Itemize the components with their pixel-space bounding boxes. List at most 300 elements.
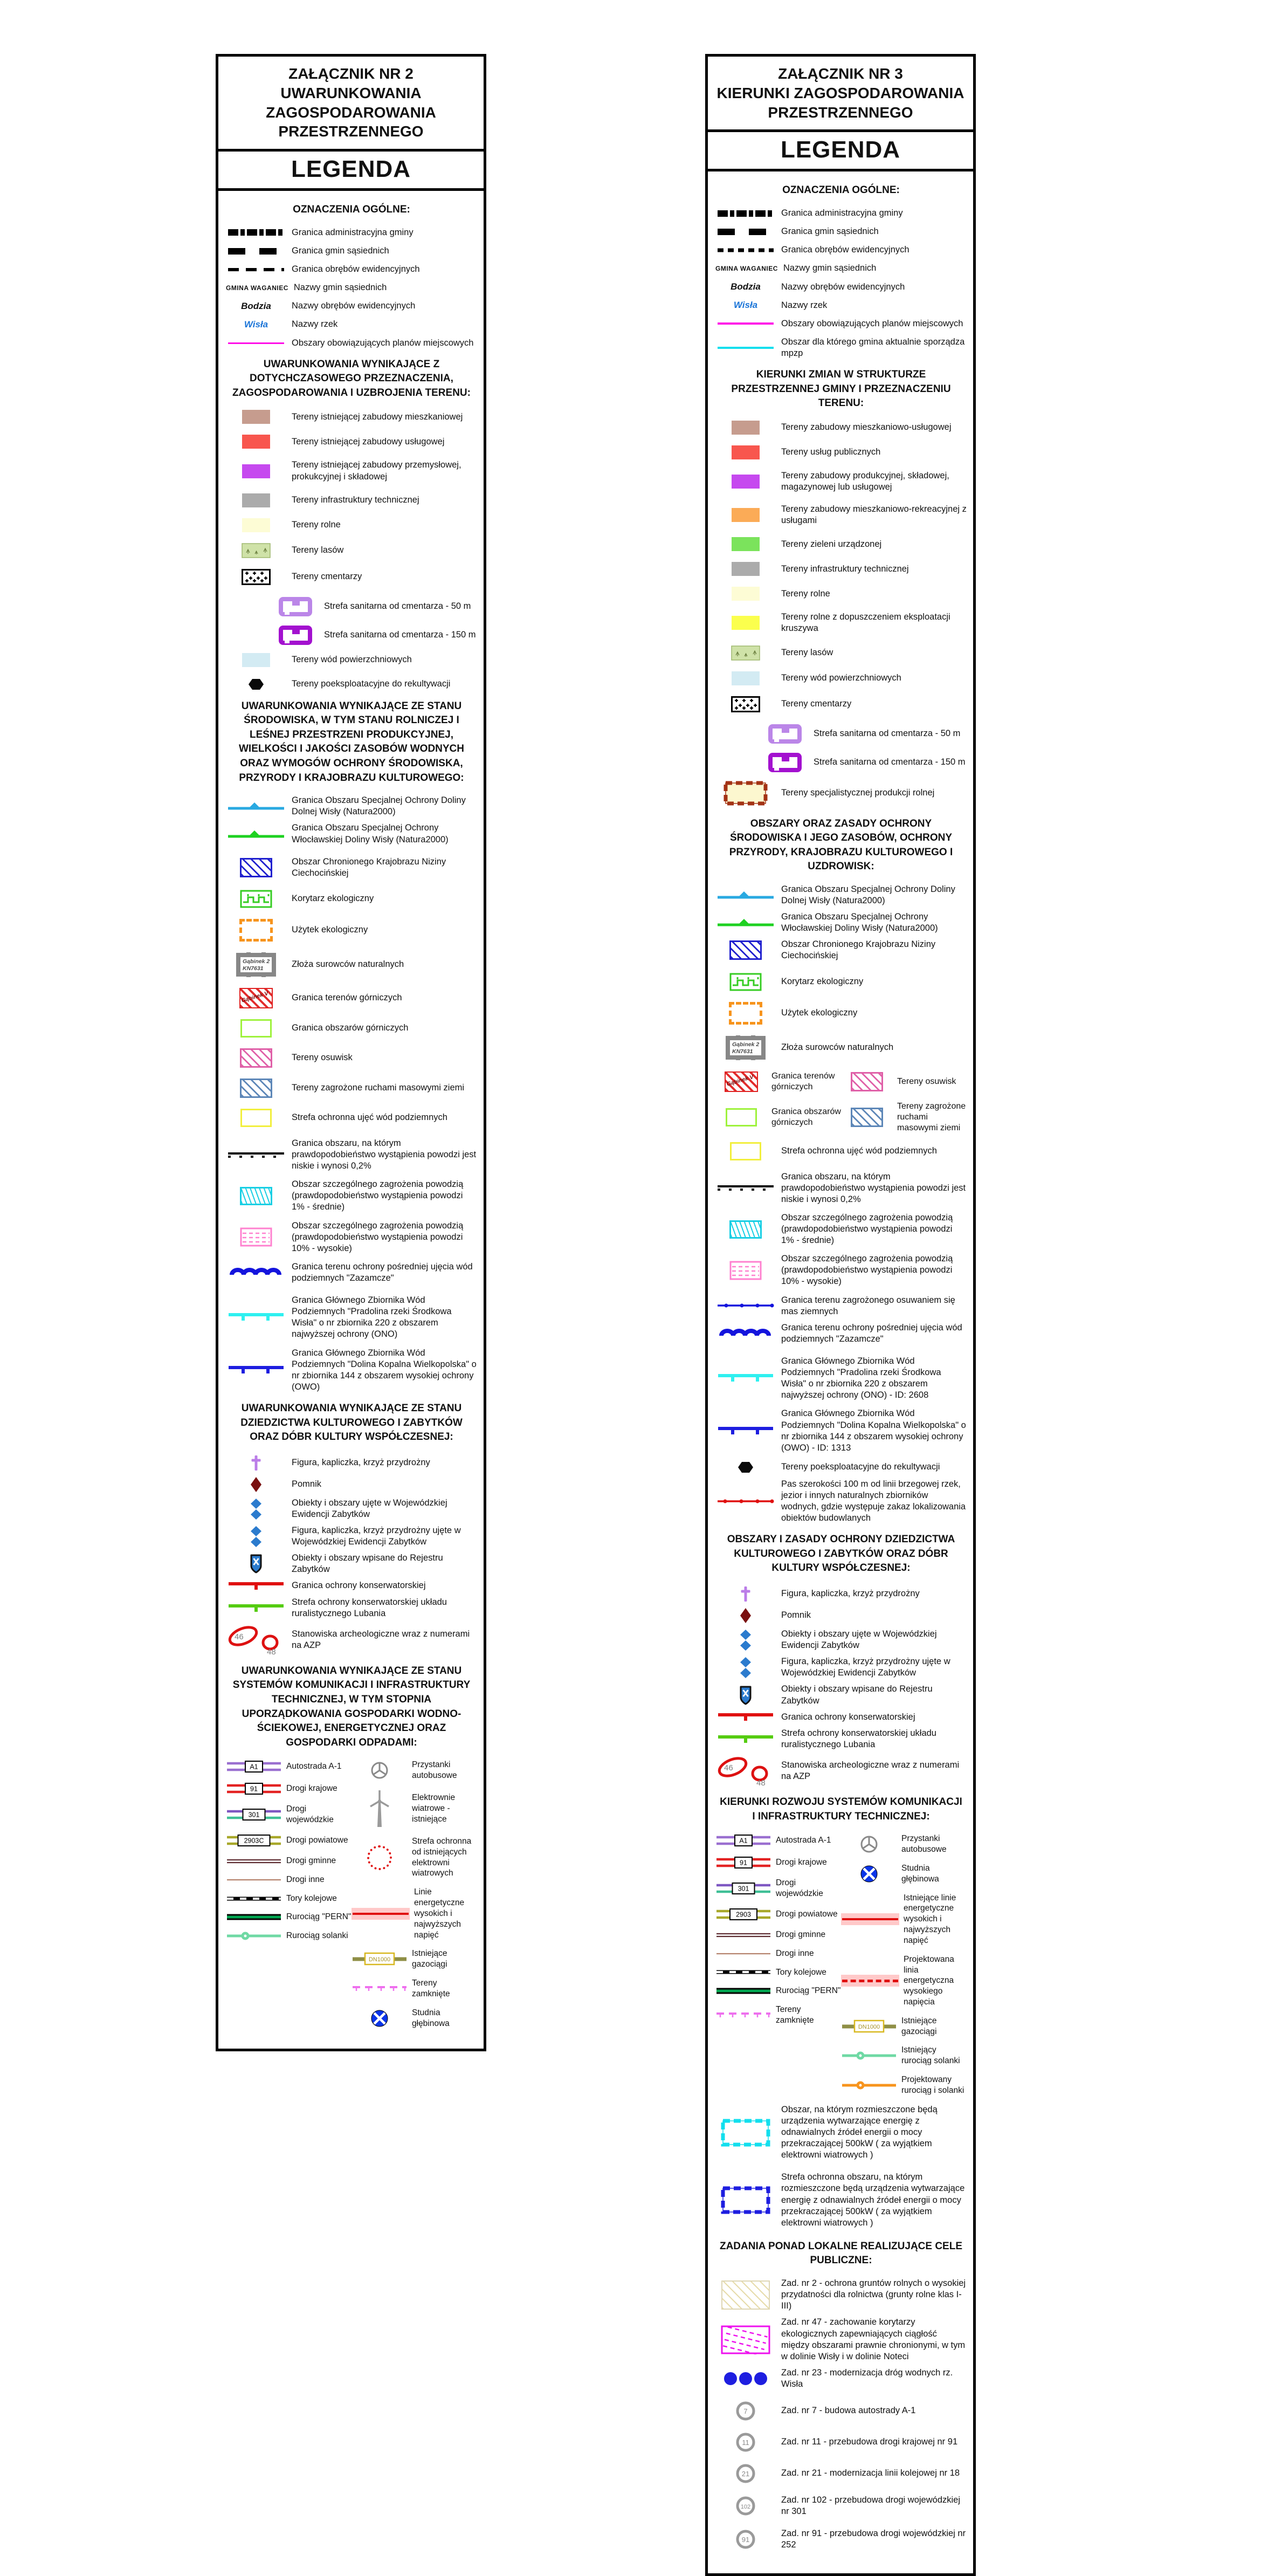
legend-item	[226, 856, 477, 879]
heritage-evidence-icon	[715, 1629, 776, 1651]
bus-stop-icon	[841, 1835, 897, 1854]
legend-item	[715, 2401, 967, 2421]
legend-item-label: Granica gmin sąsiednich	[781, 226, 879, 237]
mining-box-icon: Gąbinek V	[715, 1071, 767, 1092]
legend-item-label: Strefa ochrony konserwatorskiej układu ruralistycznego Lubania	[781, 1728, 936, 1749]
panel-title-line: ZAŁĄCZNIK NR 3	[778, 65, 903, 82]
river-name-text: Wisła	[244, 319, 268, 329]
legend-item-label: Granica ochrony konserwatorskiej	[781, 1712, 915, 1722]
panel-title-line: PRZESTRZENNEGO	[278, 123, 424, 140]
legend-item-label: Tereny zamknięte	[776, 2005, 814, 2025]
legend-item-label: Strefa ochronna ujęć wód podziemnych	[781, 1145, 937, 1156]
legend-item	[226, 410, 477, 424]
panel-title	[218, 57, 484, 152]
legend-item	[226, 1079, 477, 1098]
gzwp-line-icon	[226, 1312, 286, 1323]
legend-item	[226, 1220, 477, 1254]
river-name-text: Wisła	[733, 300, 758, 311]
swatch-icon	[715, 508, 776, 522]
legend-item	[715, 2463, 967, 2484]
swatch-icon	[226, 410, 286, 424]
gzwp-line-icon	[226, 1365, 286, 1376]
legend-item-label: Granica Obszaru Specjalnej Ochrony Doliny Dolnej Wisły (Natura2000)	[292, 795, 466, 817]
legend-item	[226, 1109, 477, 1127]
zad47-hatch-icon	[715, 2325, 776, 2354]
legend-item-label: Granica terenów górniczych	[771, 1071, 835, 1091]
legend-section	[715, 368, 967, 806]
legend-item	[715, 1967, 841, 1978]
legend-item	[715, 1107, 841, 1128]
legend-section	[226, 203, 477, 348]
wayside-cross-icon	[226, 1454, 286, 1472]
swatch-icon	[715, 421, 776, 435]
legend-item-label: Granica obszaru, na którym prawdopodobieństwo wystąpienia powodzi jest niskie i wynosi 0,2%	[781, 1171, 966, 1204]
legend-section	[226, 1402, 477, 1655]
legend-item-label: Obszar Chronionego Krajobrazu Niziny Ciechocińskiej	[781, 939, 936, 961]
legend-item	[226, 543, 477, 558]
legend-item	[226, 1019, 477, 1038]
section-heading: OBSZARY ORAZ ZASADY OCHRONY ŚRODOWISKA I JEGO ZASOBÓW, OCHRONY PRZYRODY, KRAJOBRAZU KULTUROWEGO I UZDROWISK:	[729, 818, 953, 873]
legend-item	[715, 1728, 967, 1750]
legend-item-label: Zad. nr 102 - przebudowa drogi wojewódzkiej nr 301	[781, 2495, 961, 2517]
legend-item-label: Drogi inne	[776, 1948, 814, 1958]
legend-item-label: Strefa sanitarna od cmentarza - 150 m	[814, 757, 966, 767]
gmina-name-text: GMINA WAGANIEC	[226, 284, 288, 292]
outline-box-icon	[226, 1019, 286, 1038]
attachment-panel-zalacznik-3	[705, 54, 976, 2576]
cemetery-swatch-icon	[715, 696, 776, 712]
legend-item	[352, 2008, 477, 2029]
marker-line-icon	[226, 1931, 282, 1941]
section-heading: KIERUNKI ZMIAN W STRUKTURZE PRZESTRZENNEJ GMINY I PRZEZNACZENIU TERENU:	[731, 369, 951, 409]
thin-line-icon	[715, 1952, 771, 1955]
legend-item	[226, 952, 477, 977]
legend-item-label: Granica Obszaru Specjalnej Ochrony Włocławskiej Doliny Wisły (Natura2000)	[292, 823, 449, 844]
legend-item	[715, 1948, 841, 1959]
swatch-icon	[715, 537, 776, 551]
legend-item-label: Tereny cmentarzy	[781, 698, 852, 709]
legend-item-label: Rurociąg "PERN"	[286, 1912, 352, 1922]
swatch-icon	[715, 671, 776, 685]
legend-item-label: Granica administracyjna gminy	[292, 227, 414, 237]
legend-item	[226, 1580, 477, 1591]
legend-item-label: Granica obszarów górniczych	[292, 1023, 409, 1033]
legend-item-label: Tereny infrastruktury technicznej	[292, 495, 419, 505]
legend-item	[715, 1295, 967, 1317]
obreb-name-text: Bodzia	[731, 281, 761, 292]
legend-section	[715, 817, 967, 1524]
legend-item-label: Drogi inne	[286, 1874, 325, 1884]
gas-line-icon	[841, 2019, 897, 2034]
legend-item-label: Rurociąg solanki	[286, 1931, 348, 1941]
legend-item	[226, 264, 477, 275]
flood1-box-icon	[226, 1187, 286, 1205]
swatch-icon	[715, 587, 776, 601]
legend-section	[226, 1664, 477, 2037]
legend-item	[226, 1833, 352, 1847]
svg-text:7: 7	[743, 2407, 748, 2416]
legend-item-label: Figura, kapliczka, krzyż przydrożny ujęte w Wojewódzkiej Ewidencji Zabytków	[781, 1657, 950, 1678]
section-heading: OZNACZENIA OGÓLNE:	[293, 204, 410, 216]
neighbor-boundary-icon	[715, 228, 776, 236]
legend-section	[715, 2240, 967, 2551]
heritage-evidence-icon	[715, 1657, 776, 1678]
legend-item-label: Tory kolejowe	[776, 1967, 826, 1977]
hatch-box-icon	[715, 940, 776, 960]
legend-item	[715, 1253, 967, 1287]
legend-item	[715, 645, 967, 661]
legend-item	[226, 1553, 477, 1575]
legend-item	[226, 795, 477, 818]
legend-item	[841, 2016, 967, 2037]
road-icon	[715, 1856, 771, 1870]
mining-box-icon: Gąbinek V	[226, 988, 286, 1008]
legend-item	[715, 421, 967, 435]
legend-item-label: Obiekty i obszary wpisane do Rejestru Zabytków	[292, 1553, 443, 1575]
bus-stop-icon	[352, 1761, 408, 1780]
legend-item	[226, 300, 477, 312]
legend-item-label: Pas szerokości 100 m od linii brzegowej rzek, jezior i innych naturalnych zbiorników wodnych, gdzie występuje zakaz lokalizowania obiektów budowlanych	[781, 1479, 966, 1523]
svg-text:102: 102	[740, 2504, 751, 2511]
legend-item-label: Granica obrębów ewidencyjnych	[781, 245, 909, 255]
legend-item	[226, 1597, 477, 1619]
meander-box-icon	[715, 973, 776, 991]
svg-text:DN1000: DN1000	[858, 2023, 880, 2030]
legend-item	[226, 1454, 477, 1472]
legend-item	[226, 1348, 477, 1393]
legend-item-label: Strefa sanitarna od cmentarza - 50 m	[814, 728, 961, 738]
deposit-box-icon	[715, 1035, 776, 1060]
legend-item-label: Drogi gminne	[776, 1929, 826, 1939]
legend-item-label: Granica Głównego Zbiornika Wód Podziemnych "Pradolina rzeki Środkowa Wisła" o nr zbiornika 220 z obszarem najwyższej ochrony (ONO)	[292, 1295, 452, 1339]
plan-line-icon	[226, 342, 286, 344]
section-heading: OZNACZENIA OGÓLNE:	[782, 184, 900, 196]
legend-item-label: Tereny zabudowy produkcyjnej, składowej, magazynowej lub usługowej	[781, 470, 949, 492]
zad2-hatch-icon	[715, 2280, 776, 2310]
legend-item-label: Zad. nr 7 - budowa autostrady A-1	[781, 2406, 916, 2416]
legend-item-label: Nazwy rzek	[292, 319, 338, 329]
legend-section	[226, 699, 477, 1393]
legend-item-label: Zad. nr 11 - przebudowa drogi krajowej nr 91	[781, 2437, 958, 2447]
legend-item	[226, 1856, 352, 1866]
swatch-icon	[715, 562, 776, 576]
closed-area-icon	[352, 1985, 408, 1993]
legend-item-label: Granica obszarów górniczych	[771, 1107, 841, 1127]
legend-item-label: Nazwy obrębów ewidencyjnych	[292, 301, 416, 311]
gmina-name-text: GMINA WAGANIEC	[715, 264, 778, 272]
legend-item	[715, 2004, 841, 2026]
plan-line-icon	[715, 347, 776, 349]
hatch-box-icon	[226, 1079, 286, 1098]
legend-item-label: Tereny zagrożone ruchami masowymi ziemi	[897, 1101, 966, 1132]
road-icon	[226, 1808, 282, 1822]
legend-item-label: Tereny lasów	[781, 647, 833, 657]
sanitary-zone-icon	[762, 723, 808, 745]
legend-item-label: Nazwy gmin sąsiednich	[783, 263, 877, 273]
legend-item	[715, 1907, 841, 1921]
legend-item-label: Tereny zieleni urządzonej	[781, 539, 882, 549]
legend-item	[226, 1804, 352, 1825]
heritage-evidence-icon	[226, 1498, 286, 1520]
legend-item-label: Elektrownie wiatrowe - istniejące	[412, 1793, 456, 1824]
legend-item	[715, 263, 967, 274]
hatch-box-icon	[226, 858, 286, 877]
legend-item-label: Granica Głównego Zbiornika Wód Podziemnych "Dolina Kopalna Wielkopolska" o nr zbiornika 144 z obszarem wysokiej ochrony (OWO)	[292, 1348, 477, 1392]
legend-item	[715, 562, 967, 576]
legend-item	[715, 2528, 967, 2551]
legend-item	[841, 2045, 967, 2066]
marker-line-icon	[841, 2050, 897, 2061]
legend-content	[708, 171, 973, 2573]
legend-item	[715, 537, 967, 551]
legend-item	[226, 678, 477, 691]
heritage-evidence-icon	[226, 1526, 286, 1547]
legend-item-label: Istniejące linie energetyczne wysokich i najwyższych napięć	[904, 1893, 956, 1945]
svg-text:46: 46	[235, 1632, 244, 1641]
power-line-icon	[841, 1913, 899, 1925]
svg-text:301: 301	[248, 1811, 260, 1819]
legend-item-label: Figura, kapliczka, krzyż przydrożny ujęte w Wojewódzkiej Ewidencji Zabytków	[292, 1525, 461, 1547]
legend-item	[272, 624, 477, 646]
task-circle-icon	[715, 2496, 776, 2516]
deep-well-icon	[352, 2009, 408, 2028]
legend-item-label: Granica Głównego Zbiornika Wód Podziemnych "Pradolina rzeki Środkowa Wisła" o nr zbiornika 220 z obszarem najwyższej ochrony (ONO) - ID: 2608	[781, 1356, 941, 1400]
legend-item	[352, 1760, 477, 1781]
forest-swatch-icon	[226, 543, 286, 558]
legend-item	[715, 281, 967, 293]
flood10-box-icon	[715, 1261, 776, 1280]
legend-item	[352, 1836, 477, 1879]
svg-text:A1: A1	[739, 1837, 748, 1845]
swatch-icon	[226, 518, 286, 532]
legend-item	[715, 587, 967, 601]
legend-item-label: Tereny zagrożone ruchami masowymi ziemi	[292, 1083, 465, 1093]
legend-item	[715, 1929, 841, 1940]
legend-item	[226, 493, 477, 507]
special-agri-icon	[715, 780, 776, 806]
legend-item-label: Tereny lasów	[292, 545, 344, 555]
legend-item	[715, 1878, 841, 1899]
panel-title-line: ZAGOSPODAROWANIA	[266, 104, 436, 121]
heritage-register-icon	[226, 1554, 286, 1574]
legend-item	[226, 569, 477, 585]
legend-item-label: Strefa ochronna ujęć wód podziemnych	[292, 1112, 447, 1123]
legend-section	[715, 183, 967, 359]
legend-item-label: Granica Obszaru Specjalnej Ochrony Włocławskiej Doliny Wisły (Natura2000)	[781, 912, 938, 933]
legend-item	[226, 1261, 477, 1284]
gzwp-line-icon	[715, 1373, 776, 1384]
legend-item	[715, 1833, 841, 1847]
closed-area-icon	[715, 2011, 771, 2019]
legend-item	[715, 1629, 967, 1651]
panel-title-line: KIERUNKI ZAGOSPODAROWANIA	[716, 84, 964, 101]
legend-item-label: Granica obszaru, na którym prawdopodobieństwo wystąpienia powodzi jest niskie i wynosi 0,2%	[292, 1138, 477, 1171]
legend-section	[715, 1533, 967, 1787]
svg-text:Gąbinek 2: Gąbinek 2	[732, 1041, 760, 1048]
hexagon-icon	[715, 1461, 776, 1474]
legend-item-label: Strefa sanitarna od cmentarza - 150 m	[324, 630, 476, 640]
legend-item	[715, 1656, 967, 1679]
gzwp-line-icon	[715, 1426, 776, 1437]
swatch-icon	[715, 445, 776, 459]
legend-item	[715, 1585, 967, 1603]
road-icon	[715, 1833, 771, 1847]
legend-item-label: Przystanki autobusowe	[901, 1834, 947, 1854]
svg-text:11: 11	[742, 2438, 749, 2447]
deep-well-icon	[841, 1865, 897, 1883]
legend-item-label: Drogi wojewódzkie	[286, 1804, 334, 1825]
legend-item	[715, 1461, 967, 1474]
legend-item	[226, 1525, 477, 1548]
natura-line-icon	[715, 890, 776, 901]
legend-item-label: Korytarz ekologiczny	[781, 976, 864, 986]
section-heading: UWARUNKOWANIA WYNIKAJĄCE ZE STANU ŚRODOWISKA, W TYM STANU ROLNICZEJ I LEŚNEJ PRZESTRZENI PRODUKCYJNEJ, WIELKOŚCI I JAKOŚCI ZASOBÓW WODNYCH ORAZ WYMOGÓW OCHRONY ŚRODOWISKA, PRZYRODY I KRAJOBRAZU KULTUROWEGO:	[239, 700, 464, 784]
flood1-box-icon	[715, 1220, 776, 1239]
legend-content	[218, 191, 484, 2049]
legend-item	[226, 459, 477, 482]
dashed-box-icon	[226, 919, 286, 942]
wind-zone-icon	[352, 1845, 408, 1870]
heritage-register-icon	[715, 1686, 776, 1705]
legend-column	[715, 1833, 841, 2034]
legend-item	[226, 1476, 477, 1493]
task-circle-icon	[715, 2401, 776, 2421]
legend-item	[715, 1142, 967, 1160]
wayside-cross-icon	[715, 1585, 776, 1603]
legend-item-label: Obszar szczególnego zagrożenia powodzią (prawdopodobieństwo wystąpienia powodzi 10% - wysokie)	[292, 1220, 464, 1253]
obreb-name-text: Bodzia	[241, 300, 271, 311]
svg-text:48: 48	[756, 1778, 766, 1787]
legend-item-label: Tereny osuwisk	[897, 1076, 956, 1086]
legend-item-label: Tereny poeksploatacyjne do rekultywacji	[781, 1462, 940, 1472]
legend-item-label: Drogi krajowe	[286, 1784, 337, 1794]
legend-item-label: Figura, kapliczka, krzyż przydrożny	[292, 1458, 430, 1468]
legend-item	[715, 1479, 967, 1524]
monument-diamond-icon	[226, 1476, 286, 1493]
task-circle-icon	[715, 2529, 776, 2550]
legend-item	[841, 1954, 967, 2008]
legend-item-label: Tereny wód powierzchniowych	[292, 655, 412, 665]
section-heading: UWARUNKOWANIA WYNIKAJĄCE ZE STANU DZIEDZICTWA KULTUROWEGO I ZABYTKÓW ORAZ DÓBR KULTURY WSPÓŁCZESNEJ:	[240, 1402, 463, 1443]
railway-icon	[715, 1969, 771, 1975]
outline-box-icon	[226, 1109, 286, 1127]
legend-item	[226, 822, 477, 845]
svg-text:91: 91	[740, 1859, 747, 1867]
legend-item-label: Obszary obowiązujących planów miejscowych	[292, 338, 474, 348]
road-icon	[715, 1907, 771, 1921]
hatch-box-icon	[226, 1048, 286, 1068]
legend-item	[715, 671, 967, 685]
legend-item	[715, 612, 967, 634]
legend-item	[226, 1782, 352, 1796]
legend-item-label: Tereny istniejącej zabudowy mieszkaniowej	[292, 411, 463, 422]
legend-item	[226, 435, 477, 449]
wavy-line-icon	[226, 1266, 286, 1279]
legend-item-label: Obszar, na którym rozmieszczone będą urządzenia wytwarzające energię z odnawialnych źródeł energii o mocy przekraczającej 500kW ( za wyjątkiem elektrowni wiatrowych )	[781, 2104, 938, 2160]
legend-item-label: Złoża surowców naturalnych	[292, 959, 404, 970]
coast-strip-icon	[715, 1497, 776, 1505]
legend-section	[226, 358, 477, 691]
legend-item	[226, 1874, 352, 1885]
cemetery-swatch-icon	[226, 569, 286, 585]
legend-item-label: Granica administracyjna gminy	[781, 208, 903, 218]
legend-item	[226, 518, 477, 532]
legend-column	[226, 1760, 352, 1949]
legend-item-label: Pomnik	[292, 1479, 322, 1489]
legend-item	[226, 1931, 352, 1941]
legend-item	[715, 208, 967, 219]
section-heading: OBSZARY I ZASADY OCHRONY DZIEDZICTWA KULTUROWEGO I ZABYTKÓW ORAZ DÓBR KULTURY WSPÓŁCZESNEJ:	[727, 1534, 955, 1574]
legend-item-pair	[715, 1071, 967, 1093]
double-thin-line-icon	[715, 1932, 771, 1938]
legend-item-label: Korytarz ekologiczny	[292, 894, 374, 904]
legend-item-label: Tereny rolne	[781, 588, 830, 599]
legend-item	[715, 1408, 967, 1453]
svg-text:2903: 2903	[736, 1911, 751, 1919]
legend-column	[352, 1760, 477, 2037]
svg-text:301: 301	[738, 1885, 749, 1893]
legend-section	[715, 1795, 967, 2229]
flood-line-icon	[715, 1184, 776, 1192]
legend-item	[715, 2317, 967, 2362]
legend-item	[226, 1295, 477, 1340]
legend-item	[715, 1356, 967, 1401]
legend-item-label: Zad. nr 2 - ochrona gruntów rolnych o wysokiej przydatności dla rolnictwa (grunty rolne klas I-III)	[781, 2278, 966, 2311]
legend-item-label: Granica terenów górniczych	[292, 993, 402, 1003]
legend-item	[226, 1912, 352, 1922]
svg-text:KN7631: KN7631	[732, 1048, 753, 1055]
legend-item	[715, 1986, 841, 1996]
legend-item	[226, 653, 477, 667]
legend-item	[226, 338, 477, 349]
legend-item-label: Tereny rolne	[292, 520, 341, 530]
legend-item	[272, 596, 477, 617]
legend-column	[841, 1833, 967, 2104]
meander-box-icon	[226, 890, 286, 908]
deposit-box-icon	[226, 952, 286, 977]
power-line-icon	[352, 1908, 410, 1920]
legend-item	[715, 504, 967, 526]
legend-item-label: Projektowany rurociąg i solanki	[901, 2075, 964, 2095]
section-heading: UWARUNKOWANIA WYNIKAJĄCE Z DOTYCHCZASOWEGO PRZEZNACZENIA, ZAGOSPODAROWANIA I UZBROJENIA TERENU:	[232, 358, 471, 399]
legend-item-label: Tereny istniejącej zabudowy przemysłowej, prokukcyjnej i składowej	[292, 460, 461, 482]
dashed-box-icon	[715, 1002, 776, 1025]
legend-item-label: Obszar szczególnego zagrożenia powodzią (prawdopodobieństwo wystąpienia powodzi 1% - średnie)	[292, 1179, 464, 1212]
natura-line-icon	[226, 829, 286, 840]
legend-item-label: Istniejące gazociągi	[901, 2016, 937, 2036]
legend-item-label: Obiekty i obszary ujęte w Wojewódzkiej Ewidencji Zabytków	[781, 1629, 937, 1651]
legend-item-label: Obszary obowiązujących planów miejscowych	[781, 318, 963, 328]
forest-swatch-icon	[715, 645, 776, 661]
swatch-icon	[226, 653, 286, 667]
plan-line-icon	[715, 322, 776, 325]
legend-item-label: Zad. nr 91 - przebudowa drogi wojewódzkiej nr 252	[781, 2529, 966, 2550]
legend-item-label: Tereny zamknięte	[412, 1979, 450, 1998]
energy-area-icon	[715, 2185, 776, 2215]
legend-item-label: Nazwy rzek	[781, 300, 828, 310]
legend-item	[226, 1497, 477, 1520]
section-heading: KIERUNKI ROZWOJU SYSTEMÓW KOMUNIKACJI I INFRASTRUKTURY TECHNICZNEJ:	[720, 1796, 962, 1822]
legend-item-label: Obszar dla którego gmina aktualnie sporządza mpzp	[781, 336, 965, 358]
panel-title-line: PRZESTRZENNEGO	[768, 104, 913, 121]
legend-item	[715, 1856, 841, 1870]
legend-item-label: Tereny cmentarzy	[292, 572, 362, 582]
pern-pipeline-icon	[226, 1913, 282, 1921]
legend-item	[715, 2104, 967, 2161]
legend-item	[715, 1322, 967, 1345]
svg-text:KN7631: KN7631	[243, 965, 264, 972]
legend-item	[715, 1002, 967, 1025]
